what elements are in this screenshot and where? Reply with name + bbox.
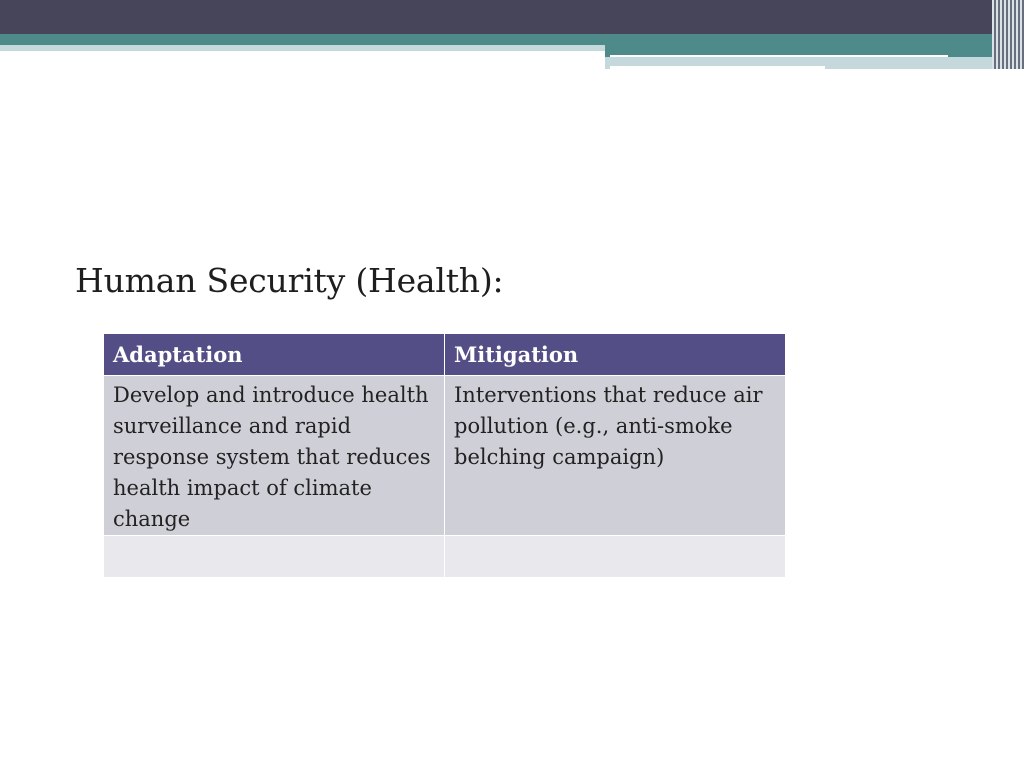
table-row — [104, 376, 786, 536]
column-header-adaptation: Adaptation — [104, 334, 445, 376]
header-band-light — [0, 45, 605, 51]
header-band-dark — [0, 0, 1024, 34]
slide-title: Human Security (Health): — [75, 261, 504, 300]
header-pinstripes — [992, 0, 1024, 69]
header-accent-line — [610, 66, 825, 69]
table-cell-mitigation — [445, 536, 786, 578]
header-accent-line — [610, 55, 948, 57]
table-cell-adaptation: Develop and introduce health surveillance and rapid response system that reduces health impact of climate change — [104, 376, 445, 536]
table-cell-mitigation: Interventions that reduce air pollution (e.g., anti-smoke belching campaign) — [445, 376, 786, 536]
table-header-row — [104, 334, 786, 376]
column-header-mitigation: Mitigation — [445, 334, 786, 376]
header-band-teal — [0, 34, 1024, 45]
adaptation-mitigation-table — [103, 333, 786, 578]
table-row — [104, 536, 786, 578]
table-cell-adaptation — [104, 536, 445, 578]
